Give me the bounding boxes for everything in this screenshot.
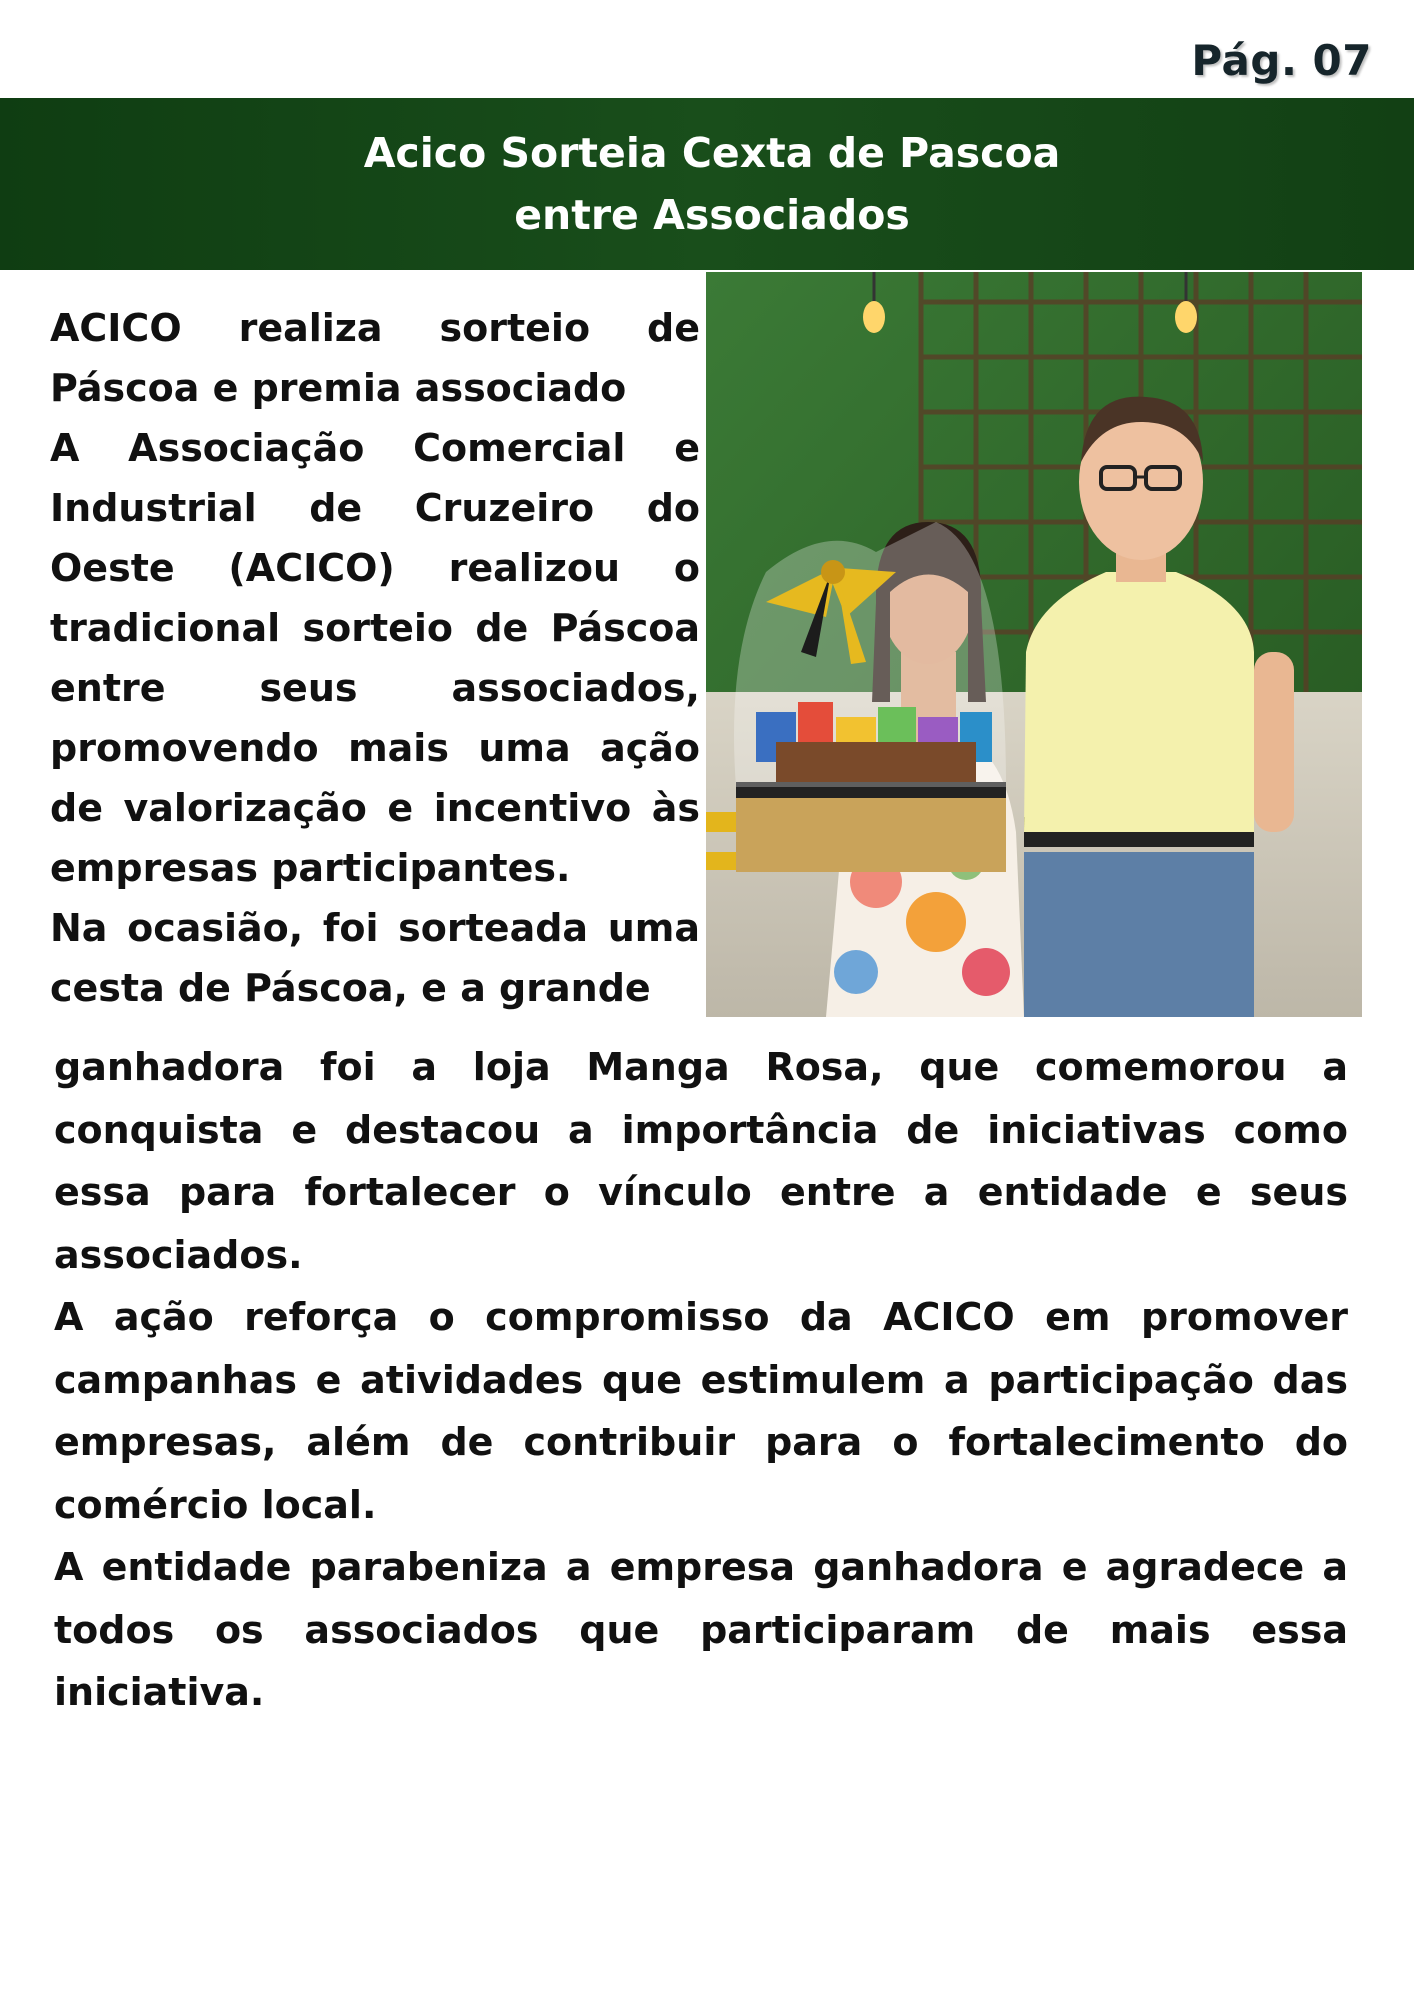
article-paragraph-3: A ação reforça o compromisso da ACICO em promover campanhas e atividades que estimulem a participação das empresas, além de contribuir para o fortalecimento do comércio local. [54, 1295, 1348, 1527]
banner-title-line-1: Acico Sorteia Cexta de Pascoa [363, 129, 1061, 177]
photo-icon [706, 272, 1362, 1017]
article-intro-column [50, 298, 700, 1018]
article-photo [706, 272, 1362, 1017]
article-headline: ACICO realiza sorteio de Páscoa e premia associado [50, 306, 700, 410]
article-paragraph-1: A Associação Comercial e Industrial de Cruzeiro do Oeste (ACICO) realizou o tradicional sorteio de Páscoa entre seus associados, promovendo mais uma ação de valorização e incentivo às empresas participantes. [50, 426, 700, 890]
article-body-column [54, 1036, 1348, 1724]
article-paragraph-2-start: Na ocasião, foi sorteada uma cesta de Páscoa, e a grande [50, 906, 700, 1010]
article-paragraph-2-end: ganhadora foi a loja Manga Rosa, que comemorou a conquista e destacou a importância de iniciativas como essa para fortalecer o vínculo entre a entidade e seus associados. [54, 1045, 1348, 1277]
title-banner [0, 98, 1414, 270]
banner-title-line-2: entre Associados [514, 191, 910, 239]
page-number: Pág. 07 [1191, 36, 1372, 85]
article-paragraph-4: A entidade parabeniza a empresa ganhadora e agradece a todos os associados que participaram de mais essa iniciativa. [54, 1545, 1348, 1714]
